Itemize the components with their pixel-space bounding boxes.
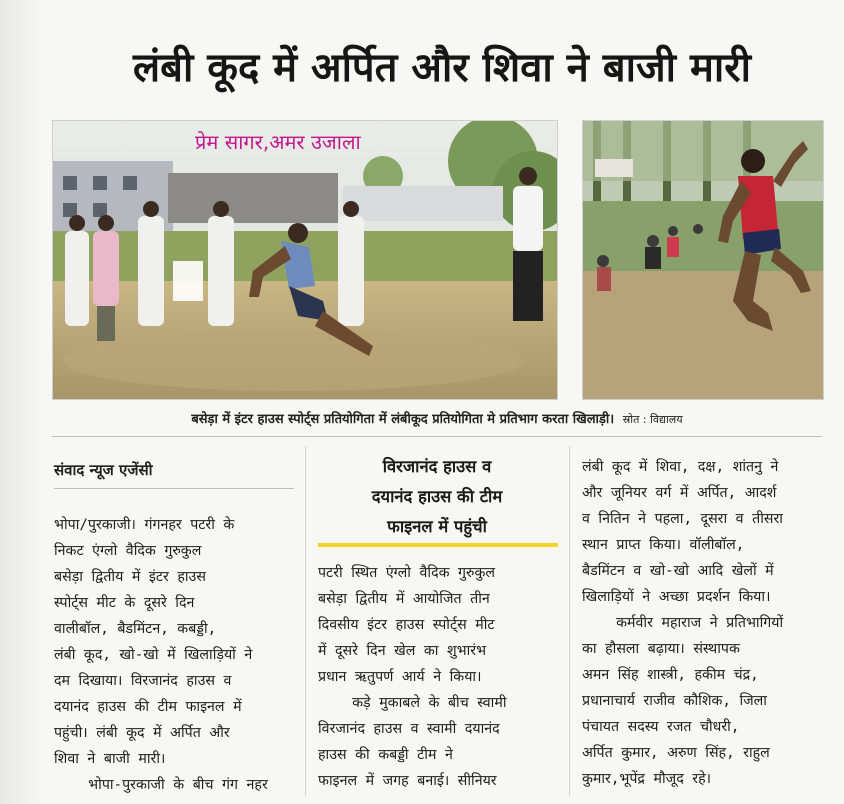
caption-rule bbox=[52, 436, 822, 437]
long-jump-photo bbox=[52, 120, 558, 400]
photo-credit: प्रेम सागर,अमर उजाला bbox=[195, 130, 361, 154]
caption-source: स्रोत : विद्यालय bbox=[622, 413, 683, 426]
byline-rule bbox=[54, 488, 294, 489]
article-column-2: पटरी स्थित एंग्लो वैदिक गुरुकुल बसेड़ा द्वितीय में आयोजित तीन दिवसीय इंटर हाउस स्पोर्ट्स मीट में दूसरे दिन खेल का शुभारंभ प्रधान ऋतुपर्ण आर्य ने किया। कड़े मुकाबले के बीच स्वामी विरजानंद हाउस व स्वामी दयानंद हाउस की कबड्डी टीम ने फाइनल में जगह बनाई। सीनियर bbox=[318, 565, 507, 789]
column-divider-1 bbox=[305, 446, 306, 796]
subheading bbox=[318, 452, 556, 542]
page-left-margin bbox=[0, 0, 40, 804]
article-column-1: भोपा/पुरकाजी। गंगनहर पटरी के निकट एंग्लो वैदिक गुरुकुल बसेड़ा द्वितीय में इंटर हाउस स्पोर्ट्स मीट के दूसरे दिन वालीबॉल, बैडमिंटन, कबड्डी, लंबी कूद, खो-खो में खिलाड़ियों ने दम दिखाया। विरजानंद हाउस व दयानंद हाउस की टीम फाइनल में पहुंची। लंबी कूद में अर्पित और शिवा ने बाजी मारी। भोपा-पुरकाजी के बीच गंग नहर bbox=[54, 517, 268, 793]
caption-text: बसेड़ा में इंटर हाउस स्पोर्ट्स प्रतियोगिता में लंबीकूद प्रतियोगिता मे प्रतिभाग करता खिलाड़ी। bbox=[191, 412, 615, 427]
subheading-line-3: फाइनल में पहुंची bbox=[387, 517, 487, 536]
column-divider-2 bbox=[569, 446, 570, 796]
headline: लंबी कूद में अर्पित और शिवा ने बाजी मारी bbox=[133, 45, 751, 91]
byline: संवाद न्यूज एजेंसी bbox=[54, 461, 153, 479]
subheading-accent-bar bbox=[318, 543, 558, 547]
subheading-line-1: विरजानंद हाउस व bbox=[382, 457, 492, 476]
photo-caption bbox=[52, 409, 822, 427]
article-column-3: लंबी कूद में शिवा, दक्ष, शांतनु ने और जूनियर वर्ग में अर्पित, आदर्श व नितिन ने पहला, दूसरा व तीसरा स्थान प्राप्त किया। वॉलीबॉल, बैडमिंटन व खो-खो आदि खेलों में खिलाड़ियों ने अच्छा प्रदर्शन किया। कर्मवीर महाराज ने प्रतिभागियों का हौसला बढ़ाया। संस्थापक अमन सिंह शास्त्री, हकीम चंद्र, प्रधानाचार्य राजीव कौशिक, जिला पंचायत सदस्य रजत चौधरी, अर्पित कुमार, अरुण सिंह, राहुल कुमार,भूपेंद्र मौजूद रहे। bbox=[582, 459, 784, 787]
jumper-side-photo bbox=[582, 120, 824, 400]
subheading-line-2: दयानंद हाउस की टीम bbox=[371, 487, 503, 506]
